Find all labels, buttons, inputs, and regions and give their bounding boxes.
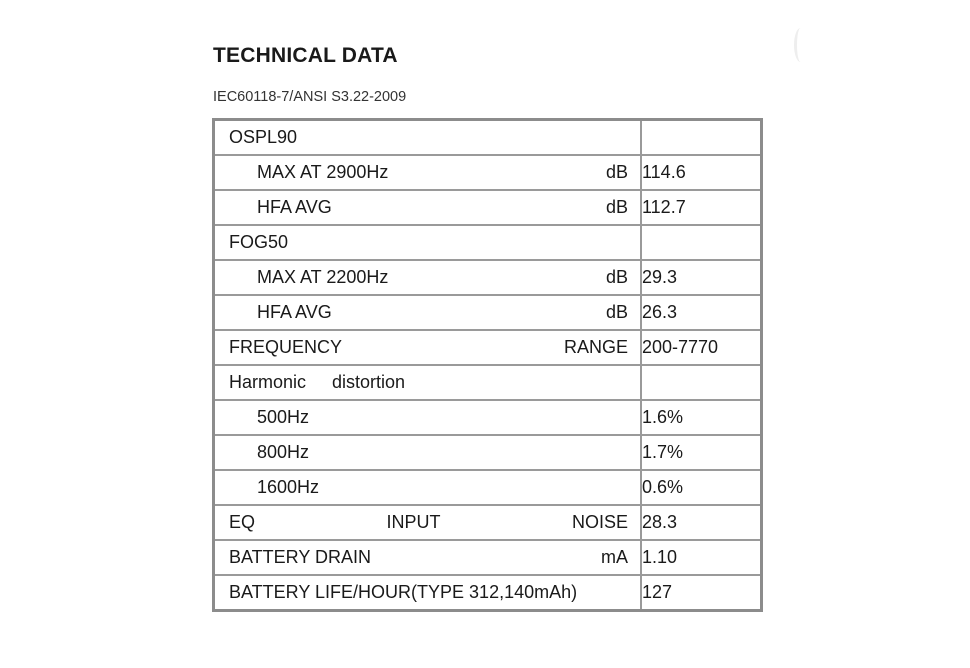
row-label: 800Hz [257,442,310,462]
row-value: 1.7% [641,435,762,470]
table-row [214,505,762,540]
table-row [214,155,762,190]
row-label: FOG50 [229,232,289,252]
row-value: 112.7 [641,190,762,225]
table-row [214,225,762,260]
label-cell [214,260,642,295]
row-label: HFA AVG [257,197,332,217]
row-value: 1.6% [641,400,762,435]
row-label: MAX AT 2200Hz [257,267,389,287]
standard-subtitle: IEC60118-7/ANSI S3.22-2009 [213,89,407,105]
row-label: 1600Hz [257,477,320,497]
label-cell [214,400,642,435]
label-cell [214,155,642,190]
label-cell [214,470,642,505]
label-cell [214,295,642,330]
row-label: INPUT [386,512,441,532]
row-label: BATTERY DRAIN [229,547,372,567]
table-row [214,330,762,365]
row-unit: dB [605,302,628,322]
row-value: 127 [641,575,762,611]
label-cell [214,225,642,260]
row-label: MAX AT 2900Hz [257,162,389,182]
label-cell [214,575,642,611]
label-cell [214,435,642,470]
table-row [214,435,762,470]
label-cell [214,540,642,575]
value-cell [641,225,762,260]
table-row [214,260,762,295]
row-unit: dB [605,162,628,182]
table-row [214,190,762,225]
value-cell [641,120,762,156]
row-value: 26.3 [641,295,762,330]
row-unit: dB [605,197,628,217]
page-title: TECHNICAL DATA [213,44,398,67]
row-unit: NOISE [571,512,628,532]
row-label: OSPL90 [229,127,298,147]
row-label: Harmonic [229,372,307,392]
label-cell [214,330,642,365]
row-unit: RANGE [563,337,628,357]
table-row [214,540,762,575]
table-row [214,365,762,400]
row-label: EQ [229,512,256,532]
table-row [214,295,762,330]
value-cell [641,365,762,400]
label-cell [214,365,642,400]
row-value: 0.6% [641,470,762,505]
row-label: 500Hz [257,407,310,427]
decorative-arc [794,28,807,62]
table-row [214,575,762,611]
technical-data-table [212,118,763,612]
row-label: FREQUENCY [229,337,343,357]
row-label: distortion [332,372,406,392]
table-row [214,120,762,156]
row-value: 28.3 [641,505,762,540]
table-row [214,400,762,435]
table-row [214,470,762,505]
row-label: HFA AVG [257,302,332,322]
row-unit: mA [601,547,628,567]
label-cell [214,120,642,156]
row-value: 114.6 [641,155,762,190]
row-unit: dB [605,267,628,287]
label-cell [214,190,642,225]
row-label: BATTERY LIFE/HOUR(TYPE 312,140mAh) [229,582,578,602]
label-cell [214,505,642,540]
row-value: 1.10 [641,540,762,575]
row-value: 200-7770 [641,330,762,365]
row-value: 29.3 [641,260,762,295]
